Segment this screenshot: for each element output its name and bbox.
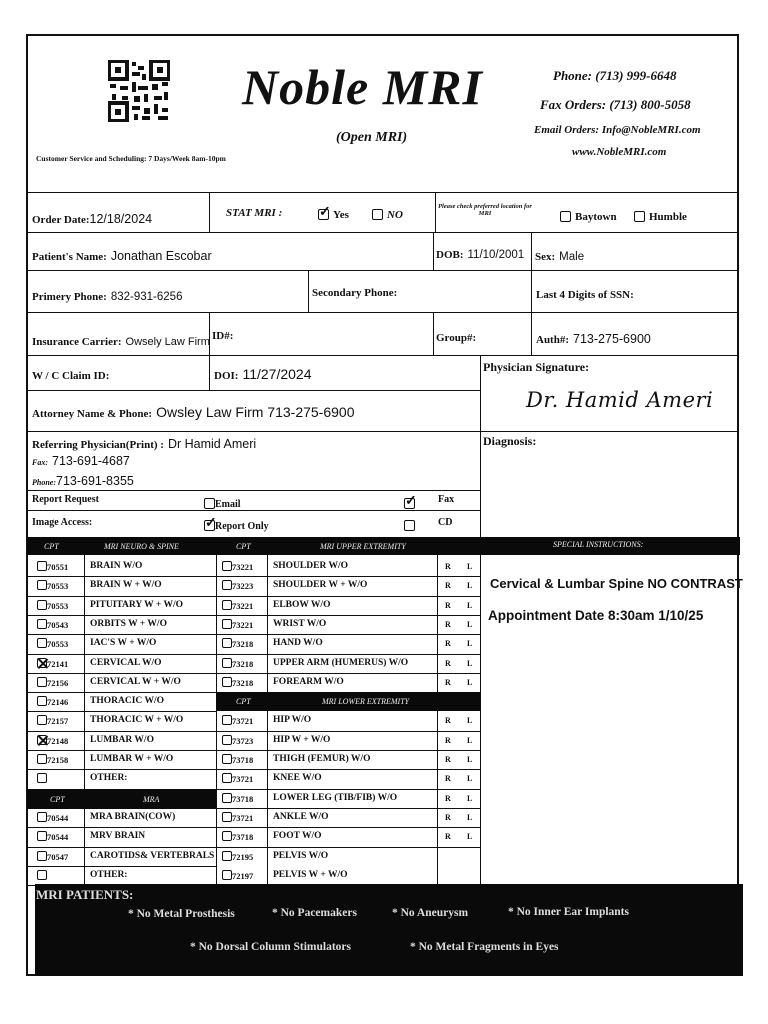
exam-name: THORACIC W/O xyxy=(90,696,164,707)
email-label: Email xyxy=(215,499,241,510)
left-side-option[interactable]: L xyxy=(467,619,473,629)
dob-label: DOB: xyxy=(436,249,464,261)
neuro-row-8-checkbox[interactable] xyxy=(37,715,47,725)
customer-service-hours: Customer Service and Scheduling: 7 Days/Week 8am-10pm xyxy=(36,154,226,163)
upper-row-1-checkbox[interactable] xyxy=(222,580,232,590)
upper-row-5-checkbox[interactable] xyxy=(222,658,232,668)
upper-row-3-checkbox[interactable] xyxy=(222,619,232,629)
left-side-option[interactable]: L xyxy=(467,793,473,803)
left-side-option[interactable]: L xyxy=(467,562,473,571)
primary-phone-label: Primery Phone: xyxy=(32,291,107,303)
footer-note-4: * No Inner Ear Implants xyxy=(508,906,629,918)
left-side-option[interactable]: L xyxy=(467,832,473,842)
mra-row-1-checkbox[interactable] xyxy=(37,831,47,841)
exam-name: PITUITARY W + W/O xyxy=(90,599,183,610)
cpt-code: 73218 xyxy=(232,658,254,669)
upper-row-4-checkbox[interactable] xyxy=(222,638,232,648)
right-side-option[interactable]: R xyxy=(445,755,451,764)
lower-row-1-checkbox[interactable] xyxy=(222,735,232,745)
email-checkbox[interactable] xyxy=(204,498,215,509)
page-title: Noble MRI xyxy=(242,59,483,115)
cpt-code: 72148 xyxy=(47,735,69,746)
location-note: Please check preferred location for MRI xyxy=(438,203,532,217)
exam-name: LUMBAR W/O xyxy=(90,734,154,745)
footer-note-6: * No Metal Fragments in Eyes xyxy=(410,941,559,953)
neuro-row-4-checkbox[interactable] xyxy=(37,638,47,648)
right-side-option[interactable]: R xyxy=(445,735,451,745)
neuro-row-0-checkbox[interactable] xyxy=(37,561,47,571)
exam-name: LUMBAR W + W/O xyxy=(90,754,174,764)
cpt-code: 73223 xyxy=(232,581,254,592)
exam-name: THORACIC W + W/O xyxy=(90,715,184,726)
report-request-label: Report Request xyxy=(32,494,99,505)
footer-note-5: * No Dorsal Column Stimulators xyxy=(190,941,352,953)
patient-name-value[interactable]: Jonathan Escobar xyxy=(110,249,212,263)
fax-option-label: Fax xyxy=(438,494,455,505)
exam-name: ELBOW W/O xyxy=(273,599,331,610)
insurance-value[interactable]: Owsely Law Firm xyxy=(125,336,210,348)
neuro-row-10-checkbox[interactable] xyxy=(37,754,47,764)
special-instruction-2[interactable]: Appointment Date 8:30am 1/10/25 xyxy=(488,608,704,623)
referring-physician-value[interactable]: Dr Hamid Ameri xyxy=(167,437,257,451)
cpt-code: 70544 xyxy=(47,812,69,823)
special-instructions-header: SPECIAL INSTRUCTIONS: xyxy=(553,540,644,549)
stat-no-checkbox[interactable] xyxy=(372,209,383,220)
left-side-option[interactable]: L xyxy=(467,600,473,610)
cpt-code: 73721 xyxy=(232,812,254,823)
order-date-value[interactable]: 12/18/2024 xyxy=(89,212,153,226)
lower-row-2-checkbox[interactable] xyxy=(222,754,232,764)
cpt-code: 70553 xyxy=(47,639,69,650)
cpt-code: 72195 xyxy=(232,851,254,862)
cpt-code: 73718 xyxy=(232,793,254,804)
neuro-row-7-checkbox[interactable] xyxy=(37,696,47,706)
cpt-header-3: CPT xyxy=(236,697,251,706)
stat-mri-label: STAT MRI : xyxy=(226,207,283,219)
attorney-label: Attorney Name & Phone: xyxy=(32,408,153,420)
neuro-row-5-checkbox[interactable] xyxy=(37,658,47,668)
exam-name: CERVICAL W + W/O xyxy=(90,676,181,687)
cpt-header-4: CPT xyxy=(50,795,65,804)
humble-label: Humble xyxy=(649,211,687,223)
lower-extremity-header: MRI LOWER EXTREMITY xyxy=(322,697,410,706)
secondary-phone-label: Secondary Phone: xyxy=(312,287,398,299)
mra-row-3-checkbox[interactable] xyxy=(37,870,47,880)
right-side-option[interactable]: R xyxy=(445,677,451,687)
sex-label: Sex: xyxy=(535,251,556,263)
right-side-option[interactable]: R xyxy=(445,658,451,668)
footer-title: MRI PATIENTS: xyxy=(36,887,134,902)
exam-name: SHOULDER W + W/O xyxy=(273,580,368,591)
exam-name: OTHER: xyxy=(90,773,128,784)
exam-name: FOOT W/O xyxy=(273,831,322,842)
phone-number: Phone: (713) 999-6648 xyxy=(553,68,677,83)
left-side-option[interactable]: L xyxy=(467,639,473,649)
footer-note-1: * No Metal Prosthesis xyxy=(128,908,235,920)
cpt-code: 72146 xyxy=(47,697,69,708)
stat-yes-checkbox[interactable] xyxy=(318,209,329,220)
right-side-option[interactable]: R xyxy=(445,619,451,629)
report-only-label: Report Only xyxy=(215,521,269,532)
dob-value[interactable]: 11/10/2001 xyxy=(467,249,525,261)
report-only-checkbox[interactable] xyxy=(204,520,215,531)
right-side-option[interactable]: R xyxy=(445,600,451,610)
wc-claim-label: W / C Claim ID: xyxy=(32,370,110,382)
insurance-label: Insurance Carrier: xyxy=(32,336,122,348)
cpt-code: 73218 xyxy=(232,677,254,688)
attorney-value[interactable]: Owsley Law Firm 713-275-6900 xyxy=(156,404,355,420)
cd-checkbox[interactable] xyxy=(404,520,415,531)
cpt-code: 73721 xyxy=(232,716,254,727)
website: www.NobleMRI.com xyxy=(572,146,667,158)
cpt-code: 73221 xyxy=(232,600,254,611)
left-side-option[interactable]: L xyxy=(467,677,473,687)
exam-name: CERVICAL W/O xyxy=(90,657,162,668)
right-side-option[interactable]: R xyxy=(445,774,451,784)
exam-name: CAROTIDS& VERTEBRALS xyxy=(90,850,215,861)
neuro-row-6-checkbox[interactable] xyxy=(37,677,47,687)
exam-name: HIP W/O xyxy=(273,715,312,726)
cpt-code: 70544 xyxy=(47,832,69,843)
cpt-code: 70547 xyxy=(47,851,69,862)
email-orders: Email Orders: Info@NobleMRI.com xyxy=(534,124,701,136)
physician-signature-label: Physician Signature: xyxy=(483,360,590,374)
upper-row-0-checkbox[interactable] xyxy=(222,561,232,571)
auth-label: Auth#: xyxy=(536,334,570,346)
lower-row-0-checkbox[interactable] xyxy=(222,715,232,725)
ssn-label: Last 4 Digits of SSN: xyxy=(536,289,634,301)
exam-name: FOREARM W/O xyxy=(273,676,344,687)
stat-no-label: NO xyxy=(387,209,403,221)
physician-signature: Dr. Hamid Ameri xyxy=(526,388,714,412)
cpt-header-1: CPT xyxy=(44,542,59,551)
neuro-row-9-checkbox[interactable] xyxy=(37,735,47,745)
phone-label: Phone: xyxy=(32,478,56,487)
baytown-checkbox[interactable] xyxy=(560,211,571,222)
left-side-option[interactable]: L xyxy=(467,812,473,822)
right-side-option[interactable]: R xyxy=(445,581,451,591)
upper-extremity-header: MRI UPPER EXTREMITY xyxy=(320,542,406,551)
right-side-option[interactable]: R xyxy=(445,639,451,649)
right-side-option[interactable]: R xyxy=(445,793,451,803)
lower-row-3-checkbox[interactable] xyxy=(222,773,232,783)
doi-label: DOI: xyxy=(214,370,239,382)
lower-row-7-checkbox[interactable] xyxy=(222,851,232,861)
diagnosis-label: Diagnosis: xyxy=(483,434,537,448)
upper-row-6-checkbox[interactable] xyxy=(222,677,232,687)
cpt-code: 73218 xyxy=(232,639,254,650)
cpt-code: 73221 xyxy=(232,562,254,572)
cpt-code: 72158 xyxy=(47,755,69,765)
right-side-option[interactable]: R xyxy=(445,812,451,822)
left-side-option[interactable]: L xyxy=(467,581,473,591)
auth-value[interactable]: 713-275-6900 xyxy=(573,332,651,346)
footer-note-3: * No Aneurysm xyxy=(392,907,469,919)
cpt-code: 72157 xyxy=(47,716,69,727)
exam-name: ANKLE W/O xyxy=(273,811,329,822)
neuro-spine-header: MRI NEURO & SPINE xyxy=(104,542,179,551)
cpt-code: 73221 xyxy=(232,619,254,630)
group-label: Group#: xyxy=(436,332,477,344)
exam-name: MRA BRAIN(COW) xyxy=(90,811,176,822)
cpt-code: 72141 xyxy=(47,658,69,669)
mra-row-0-checkbox[interactable] xyxy=(37,812,47,822)
exam-name: HIP W + W/O xyxy=(273,734,331,745)
fax-value[interactable]: 713-691-4687 xyxy=(52,454,130,468)
cpt-code: 72197 xyxy=(232,870,254,881)
cpt-code: 73723 xyxy=(232,735,254,746)
exam-name: HAND W/O xyxy=(273,638,323,649)
doi-value[interactable]: 11/27/2024 xyxy=(242,366,312,382)
exam-name: OTHER: xyxy=(90,869,128,880)
cpt-code: 70553 xyxy=(47,600,69,611)
fax-orders: Fax Orders: (713) 800-5058 xyxy=(540,97,691,112)
mra-header: MRA xyxy=(143,795,160,804)
neuro-row-2-checkbox[interactable] xyxy=(37,600,47,610)
cd-label: CD xyxy=(438,517,453,528)
left-side-option[interactable]: L xyxy=(467,716,473,726)
exam-name: PELVIS W + W/O xyxy=(273,869,348,880)
qr-code-icon xyxy=(108,60,170,122)
left-side-option[interactable]: L xyxy=(467,658,473,668)
baytown-label: Baytown xyxy=(575,211,617,223)
humble-checkbox[interactable] xyxy=(634,211,645,222)
mra-row-2-checkbox[interactable] xyxy=(37,851,47,861)
left-side-option[interactable]: L xyxy=(467,755,473,764)
neuro-row-3-checkbox[interactable] xyxy=(37,619,47,629)
order-date-label: Order Date: xyxy=(32,214,90,226)
left-side-option[interactable]: L xyxy=(467,774,473,784)
exam-name: ORBITS W + W/O xyxy=(90,618,167,629)
patient-name-label: Patient's Name: xyxy=(32,251,107,263)
exam-name: SHOULDER W/O xyxy=(273,561,349,571)
lower-row-5-checkbox[interactable] xyxy=(222,812,232,822)
fax-checkbox[interactable] xyxy=(404,498,415,509)
cpt-code: 73718 xyxy=(232,832,254,843)
exam-name: KNEE W/O xyxy=(273,773,322,784)
lower-row-8-checkbox[interactable] xyxy=(222,870,232,880)
upper-row-2-checkbox[interactable] xyxy=(222,600,232,610)
neuro-row-11-checkbox[interactable] xyxy=(37,773,47,783)
id-label: ID#: xyxy=(212,330,234,342)
primary-phone-value[interactable]: 832-931-6256 xyxy=(110,291,183,303)
exam-name: THIGH (FEMUR) W/O xyxy=(273,754,371,764)
right-side-option[interactable]: R xyxy=(445,832,451,842)
right-side-option[interactable]: R xyxy=(445,562,451,571)
neuro-row-1-checkbox[interactable] xyxy=(37,580,47,590)
lower-row-4-checkbox[interactable] xyxy=(222,793,232,803)
phone-value[interactable]: 713-691-8355 xyxy=(56,474,134,488)
image-access-label: Image Access: xyxy=(32,517,93,528)
exam-name: WRIST W/O xyxy=(273,618,327,629)
mri-patients-footer xyxy=(35,884,743,976)
right-side-option[interactable]: R xyxy=(445,716,451,726)
footer-note-2: * No Pacemakers xyxy=(272,907,357,919)
exam-name: UPPER ARM (HUMERUS) W/O xyxy=(273,657,409,668)
cpt-code: 70553 xyxy=(47,581,69,592)
lower-row-6-checkbox[interactable] xyxy=(222,831,232,841)
cpt-header-2: CPT xyxy=(236,542,251,551)
exam-name: BRAIN W + W/O xyxy=(90,580,162,591)
stat-yes-label: Yes xyxy=(333,209,349,221)
fax-label: Fax: xyxy=(32,458,48,467)
referring-physician-label: Referring Physician(Print) : xyxy=(32,439,164,451)
sex-value[interactable]: Male xyxy=(559,251,585,263)
page-subtitle: (Open MRI) xyxy=(336,130,408,145)
cpt-code: 70543 xyxy=(47,619,69,630)
exam-name: LOWER LEG (TIB/FIB) W/O xyxy=(273,792,398,803)
exam-name: BRAIN W/O xyxy=(90,561,143,571)
special-instruction-1[interactable]: Cervical & Lumbar Spine NO CONTRAST xyxy=(490,576,743,591)
left-side-option[interactable]: L xyxy=(467,735,473,745)
exam-name: PELVIS W/O xyxy=(273,850,329,861)
exam-name: MRV BRAIN xyxy=(90,831,146,842)
cpt-code: 72156 xyxy=(47,677,69,688)
cpt-code: 73721 xyxy=(232,774,254,785)
exam-name: IAC'S W + W/O xyxy=(90,638,157,649)
cpt-code: 70551 xyxy=(47,562,69,572)
cpt-code: 73718 xyxy=(232,755,254,765)
